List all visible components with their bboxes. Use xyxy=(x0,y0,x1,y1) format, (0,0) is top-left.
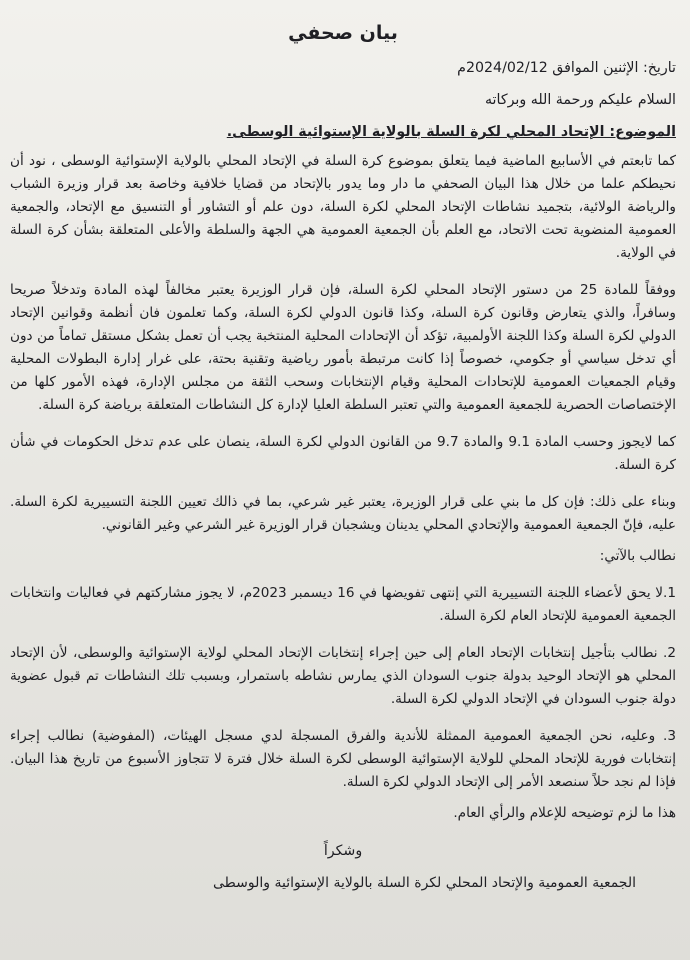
greeting: السلام عليكم ورحمة الله وبركاته xyxy=(484,92,676,108)
signature-line: الجمعية العمومية والإتحاد المحلي لكرة السلة بالولاية الإستوائية والوسطى xyxy=(213,875,636,891)
paragraph-intro: كما تابعتم في الأسابيع الماضية فيما يتعلق بموضوع كرة السلة في الإتحاد المحلي بالولاية الإستوائية الوسطى ، نود أن نحيطكم علما من خلال هذا البيان الصحفي ما دار وما يدور بالإتحاد من قضايا خلافية وخاصة بعد قرار وزيرة الشباب والرياضة الولائية، بتجميد نشاطات الإتحاد المحلي لكرة السلة، دون علم أو التشاور أو التنسيق مع الإتحاد، والجمعية العمومية المنضوية تحت الاتحاد، مع العلم بأن الجمعية العمومية هي الجهة والسلطة والأعلى المتعلقة بشأن كرة السلة في الولاية. xyxy=(10,153,676,261)
demand-2: 2. نطالب بتأجيل إنتخابات الإتحاد العام إلى حين إجراء إنتخابات الإتحاد المحلي لولاية الإستوائية والوسطى، لأن الإتحاد المحلي هو الإتحاد الوحيد بدولة جنوب السودان الذي يمارس نشاطه باستمرار، وبسبب تلك النشاطات تم قبول عضوية دولة جنوب السودان في الإتحاد الدولي لكرة السلة. xyxy=(10,645,676,707)
demand-3: 3. وعليه، نحن الجمعية العمومية الممثلة للأندية والفرق المسجلة لدي مسجل الهيئات، (المفوضية) نطالب إجراء إنتخابات فورية للإتحاد المحلي للولاية الإستوائية الوسطى لكرة السلة خلال فترة لا تتجاوز الأسبوع من تاريخ هذا البيان. فإذا لم نجد حلاً سنصعد الأمر إلى الإتحاد الدولي لكرة السلة. xyxy=(10,728,676,790)
demand-1: 1.لا يحق لأعضاء اللجنة التسييرية التي إنتهى تفويضها في 16 ديسمبر 2023م، لا يجوز مشاركتهم في فعاليات وانتخابات الجمعية العمومية للإتحاد العام لكرة السلة. xyxy=(10,585,676,624)
closing-statement: هذا ما لزم توضيحه للإعلام والرأي العام. xyxy=(453,805,676,821)
paragraph-article-25: ووفقاً للمادة 25 من دستور الإتحاد المحلي لكرة السلة، فإن قرار الوزيرة يعتبر مخالفاً لهذه المادة وتدخلاً صريحا وسافراً، والذي يتعارض وقانون كرة السلة، وكذا قانون الدولي لكرة السلة، وكما تعلمون فان أنظمة وقوانين الإتحاد الدولي لكرة السلة وكذا اللجنة الأولمبية، تؤكد أن الإتحادات المحلية المنتخبة يجب أن تعمل بشكل مستقل تماماً من دون أي تدخل سياسي أو جكومي، خصوصاً إذا كانت مرتبطة بأمور رياضية وتقنية بحتة، على غرار إدارة البطولات المحلية وقيام الجمعيات العمومية للإتحادات المحلية وقيام الإنتخابات وسحب الثقة من مجلس الإدارة، فهذه الأمور كلها من الإختصاصات الحصرية للجمعية العمومية والتي تعتبر السلطة العليا لإدارة كل النشاطات المتعلقة برياضة كرة السلة. xyxy=(10,282,676,413)
subject-line: الموضوع: الإتحاد المحلي لكرة السلة بالولاية الإستوائية الوسطى. xyxy=(226,124,676,140)
date-line: تاريخ: الإثنين الموافق 2024/02/12م xyxy=(457,60,676,76)
paragraph-articles-9: كما لايجوز وحسب المادة 9.1 والمادة 9.7 من القانون الدولي لكرة السلة، ينصان على عدم تدخل الحكومات في شأن كرة السلة. xyxy=(10,434,676,473)
paragraph-conclusion: وبناء على ذلك: فإن كل ما بني على قرار الوزيرة، يعتبر غير شرعي، بما في ذالك تعيين اللجنة التسييرية لكرة السلة. عليه، فإنّ الجمعية العمومية والإتحادي المحلي يدينان ويشجبان قرار الوزيرة غير الشرعي وغير القانوني. xyxy=(10,494,676,533)
document-title: بيان صحفي xyxy=(288,22,398,44)
thanks-line: وشكراً xyxy=(323,843,363,859)
demands-heading: نطالب بالآتي: xyxy=(599,548,676,564)
